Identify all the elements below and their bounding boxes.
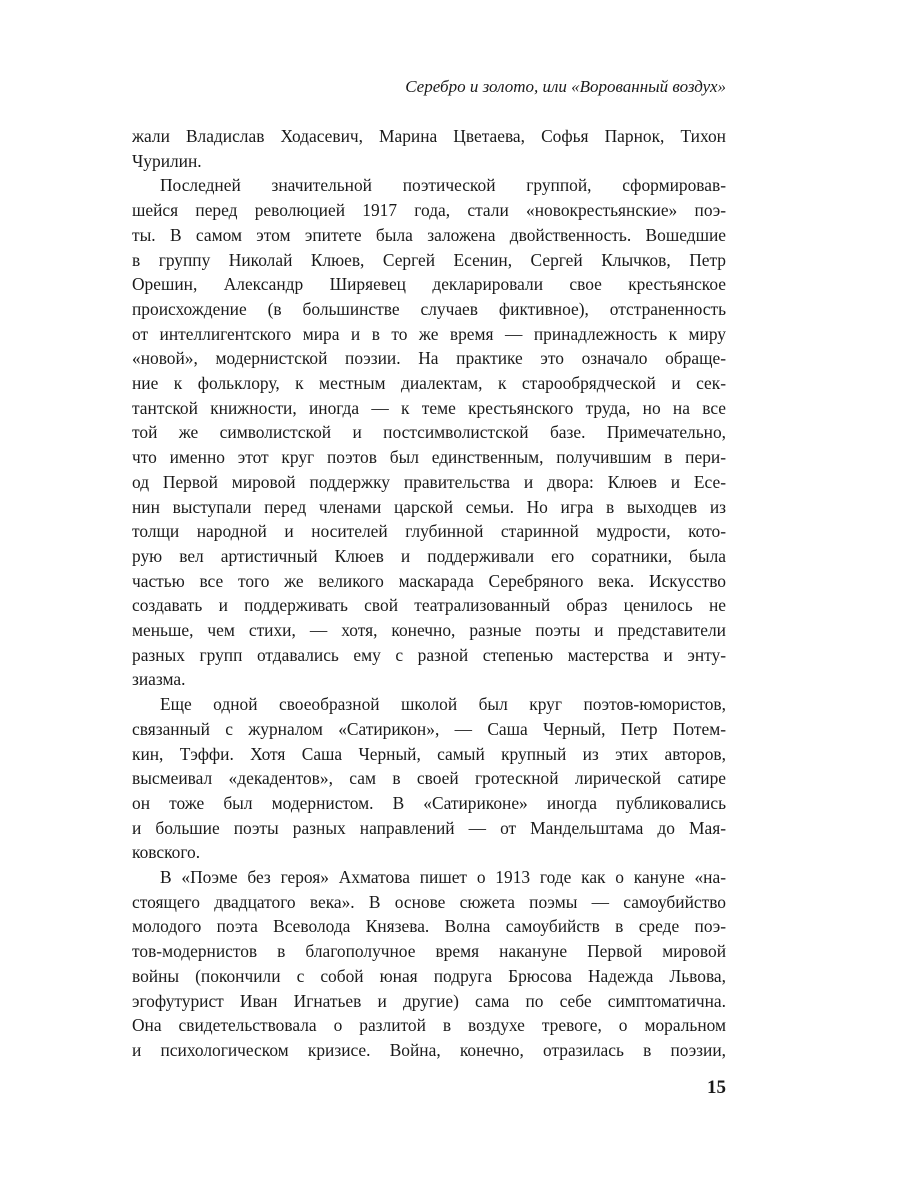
text-line: рую вел артистичный Клюев и поддерживали его соратники, была bbox=[132, 545, 726, 566]
text-line: тов-модернистов в благополучное время накануне Первой мировой bbox=[132, 941, 726, 962]
text-line: меньше, чем стихи, — хотя, конечно, разные поэты и представители bbox=[132, 620, 726, 640]
text-line: и психологическом кризисе. Война, конечно, отразилась в поэзии, bbox=[132, 1039, 726, 1060]
text-line: Она свидетельствовала о разлитой в воздухе тревоге, о моральном bbox=[132, 1015, 726, 1036]
text-line: тантской книжности, иногда — к теме крестьянского труда, но на все bbox=[132, 397, 726, 418]
text-line: Орешин, Александр Ширяевец декларировали свое крестьянское bbox=[132, 274, 726, 295]
text-line: происхождение (в большинстве случаев фиктивное), отстраненность bbox=[132, 298, 726, 319]
text-line: од Первой мировой поддержку правительства и двора: Клюев и Есе- bbox=[132, 471, 726, 492]
text-line: ние к фольклору, к местным диалектам, к старообрядческой и сек- bbox=[132, 373, 726, 393]
text-line: ковского. bbox=[132, 842, 201, 863]
text-line: частью все того же великого маскарада Серебряного века. Искусство bbox=[132, 570, 726, 591]
page-number: 15 bbox=[707, 1077, 726, 1098]
text-line: войны (покончили с собой юная подруга Брюсова Надежда Львова, bbox=[132, 965, 726, 986]
text-line: что именно этот круг поэтов был единственным, получившим в пери- bbox=[132, 447, 726, 468]
text-line: В «Поэме без героя» Ахматова пишет о 1913 годе как о кануне «на- bbox=[160, 867, 726, 887]
text-line: высмеивал «декадентов», сам в своей гротескной лирической сатире bbox=[132, 768, 726, 789]
text-line: нин выступали перед членами царской семьи. Но игра в выходцев из bbox=[132, 496, 726, 517]
text-line: и большие поэты разных направлений — от Мандельштама до Мая- bbox=[132, 817, 726, 838]
text-line: зиазма. bbox=[132, 669, 186, 690]
text-line: «новой», модернистской поэзии. На практике это означало обраще- bbox=[132, 348, 726, 369]
text-line: молодого поэта Всеволода Князева. Волна самоубийств в среде поэ- bbox=[132, 916, 726, 937]
text-line: кин, Тэффи. Хотя Саша Черный, самый крупный из этих авторов, bbox=[132, 743, 726, 764]
text-line: стоящего двадцатого века». В основе сюжета поэмы — самоубийство bbox=[132, 891, 726, 912]
running-head: Серебро и золото, или «Ворованный воздух» bbox=[405, 77, 726, 96]
text-line: он тоже был модернистом. В «Сатириконе» иногда публиковались bbox=[132, 792, 726, 813]
text-line: разных групп отдавались ему с разной степенью мастерства и энту- bbox=[132, 644, 726, 665]
text-line: Последней значительной поэтической группой, сформировав- bbox=[160, 175, 726, 196]
text-line: ты. В самом этом эпитете была заложена двойственность. Вошедшие bbox=[132, 224, 726, 245]
text-line: в группу Николай Клюев, Сергей Есенин, Сергей Клычков, Петр bbox=[132, 249, 726, 270]
text-line: той же символистской и постсимволистской базе. Примечательно, bbox=[132, 422, 726, 443]
text-line: жали Владислав Ходасевич, Марина Цветаева, Софья Парнок, Тихон bbox=[132, 126, 726, 146]
text-line: толщи народной и носителей глубинной старинной мудрости, кото- bbox=[132, 521, 726, 542]
text-line: шейся перед революцией 1917 года, стали «новокрестьянские» поэ- bbox=[132, 200, 726, 221]
text-line: от интеллигентского мира и в то же время — принадлежность к миру bbox=[132, 323, 726, 344]
text-line: Еще одной своеобразной школой был круг поэтов-юмористов, bbox=[160, 694, 726, 715]
text-line: связанный с журналом «Сатирикон», — Саша Черный, Петр Потем- bbox=[132, 718, 726, 739]
text-line: создавать и поддерживать свой театрализованный образ ценилось не bbox=[132, 595, 726, 616]
text-line: эгофутурист Иван Игнатьев и другие) сама по себе симптоматична. bbox=[132, 990, 726, 1011]
text-line: Чурилин. bbox=[132, 150, 202, 171]
